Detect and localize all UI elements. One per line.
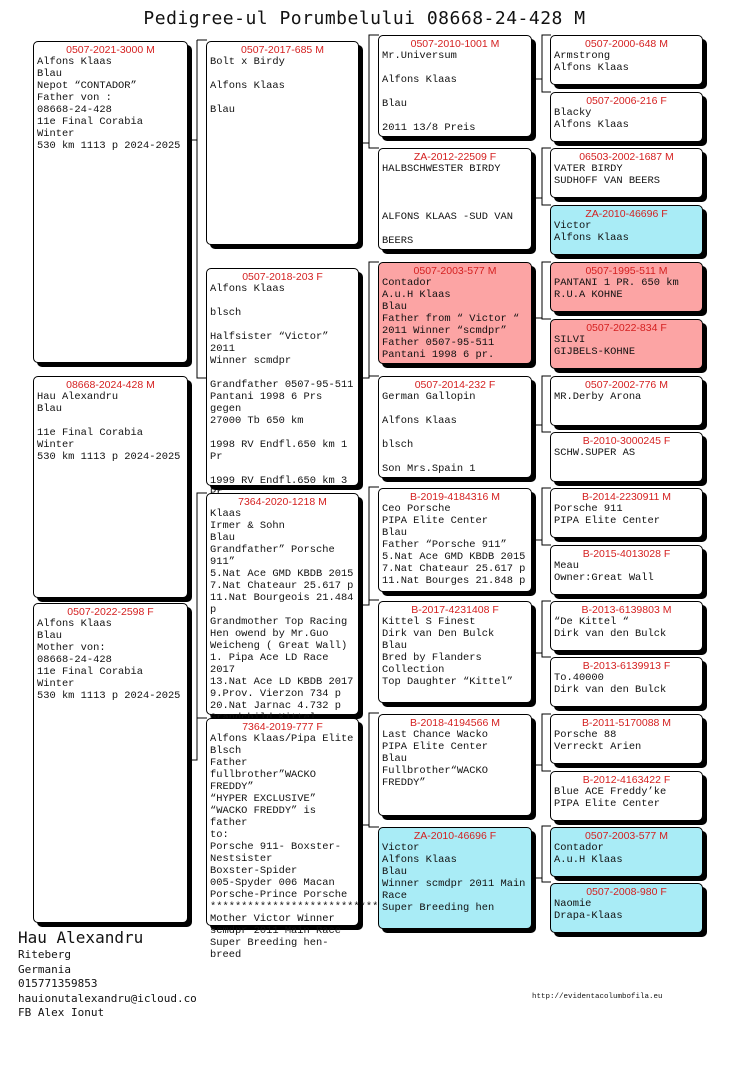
- ring-number: B-2018-4194566 M: [410, 717, 500, 729]
- pigeon-info-line: Meau: [554, 560, 579, 572]
- pigeon-card-ggg16: [550, 883, 703, 933]
- pigeon-info-line: Super Breeding hen-breed: [210, 937, 329, 961]
- pigeon-info-line: [382, 86, 528, 98]
- pigeon-info-line: [37, 415, 184, 427]
- pigeon-info-line: Blacky: [554, 107, 592, 119]
- pigeon-info-line: Father “Porsche 911”: [382, 539, 507, 551]
- pigeon-info-line: PIPA Elite Center: [382, 515, 489, 527]
- ring-number: 06503-2002-1687 M: [579, 151, 674, 163]
- pigeon-info-line: [382, 403, 528, 415]
- pigeon-info-line: Blau: [382, 301, 407, 313]
- owner-email: hauionutalexandru@icloud.co: [18, 991, 197, 1005]
- pigeon-info-line: Alfons Klaas: [37, 56, 112, 68]
- pigeon-info-line: Top Daughter “Kittel”: [382, 676, 513, 688]
- pigeon-info-line: Grandfather 0507-95-511: [210, 379, 354, 391]
- ring-number: 0507-2010-1001 M: [410, 38, 500, 50]
- pigeon-info-line: Father 0507-95-511: [382, 337, 495, 349]
- ring-number: 0507-2003-577 M: [413, 265, 497, 277]
- pigeon-info-line: Contador: [382, 277, 432, 289]
- pigeon-info-line: SCHW.SUPER AS: [554, 447, 636, 459]
- ring-number: 0507-2021-3000 M: [66, 44, 155, 56]
- pigeon-card-ggg4: [550, 205, 703, 255]
- owner-social: FB Alex Ionut: [18, 1006, 105, 1019]
- owner-country: Germania: [18, 962, 71, 976]
- pigeon-info-line: Blau: [382, 640, 407, 652]
- pigeon-info-line: Pantani 1998 6 pr.: [382, 349, 495, 361]
- pigeon-info-line: Dirk van Den Bulck: [382, 628, 495, 640]
- ring-number: B-2015-4013028 F: [582, 548, 671, 560]
- pigeon-info-line: [382, 199, 528, 211]
- ring-number: 7364-2020-1218 M: [238, 496, 327, 508]
- pigeon-info-line: Porsche 911- Boxster-: [210, 841, 341, 853]
- pigeon-info-line: PANTANI 1 PR. 650 km: [554, 277, 679, 289]
- pigeon-info-line: 11.Nat Bourges 21.848 p: [382, 575, 526, 587]
- ring-number: 08668-2024-428 M: [66, 379, 155, 391]
- pigeon-card-ggg1: [550, 35, 703, 85]
- pigeon-info-line: Verreckt Arien: [554, 741, 642, 753]
- pigeon-info-line: [210, 463, 355, 475]
- pigeon-info-line: PIPA Elite Center: [382, 741, 489, 753]
- pigeon-info-line: [382, 451, 528, 463]
- ring-number: B-2010-3000245 F: [582, 435, 671, 447]
- pigeon-info-line: GIJBELS-KOHNE: [554, 346, 636, 358]
- ring-number: 0507-2014-232 F: [414, 379, 496, 391]
- ring-number: B-2013-6139913 F: [582, 660, 671, 672]
- pigeon-info-line: Mother Victor Winner: [210, 913, 335, 925]
- pigeon-info-line: Porsche-Prince Porsche: [210, 889, 348, 901]
- pigeon-info-line: Blau: [382, 98, 407, 110]
- pigeon-info-line: to:: [210, 829, 229, 841]
- ring-number: B-2012-4163422 F: [582, 774, 671, 786]
- pigeon-info-line: 7.Nat Chateaur 25.617 p: [210, 580, 354, 592]
- pigeon-card-ggg3: [550, 148, 703, 198]
- pigeon-info-line: Alfons Klaas: [210, 80, 285, 92]
- pigeon-info-line: FREDDY”: [210, 781, 254, 793]
- pigeon-info-line: Blau: [37, 403, 62, 415]
- pigeon-info-line: 530 km 1113 p 2024-2025: [37, 451, 181, 463]
- pigeon-info-line: 5.Nat Ace GMD KBDB 2015: [210, 568, 354, 580]
- pigeon-info-line: Father fullbrother”WACKO: [210, 757, 317, 781]
- pigeon-info-line: “De Kittel “: [554, 616, 629, 628]
- ring-number: 0507-1995-511 M: [585, 265, 668, 277]
- pigeon-info-line: [210, 68, 355, 80]
- pigeon-card-ggg12: [550, 657, 703, 707]
- pigeon-card-gg1: [378, 35, 532, 137]
- pigeon-info-line: Last Chance Wacko: [382, 729, 489, 741]
- ring-number: 0507-2002-776 M: [585, 379, 668, 391]
- pigeon-info-line: 13.Nat Ace LD KBDB 2017: [210, 676, 354, 688]
- pigeon-info-line: [382, 187, 528, 199]
- pigeon-card-gg7: [378, 714, 532, 816]
- pigeon-info-line: Mr.Universum: [382, 50, 457, 62]
- pigeon-info-line: 911”: [210, 556, 235, 568]
- pigeon-info-line: blsch: [210, 307, 242, 319]
- pigeon-card-ggg15: [550, 827, 703, 877]
- pigeon-info-line: scmdpr 2011 Main Race: [210, 925, 341, 937]
- pigeon-card-gg2: [378, 148, 532, 250]
- pigeon-card-p1: [206, 41, 359, 245]
- pigeon-info-line: Boxster-Spider: [210, 865, 298, 877]
- pigeon-info-line: Grandfather” Porsche: [210, 544, 335, 556]
- pigeon-info-line: Halfsister “Victor” 2011: [210, 331, 335, 355]
- pigeon-info-line: Pr: [210, 451, 223, 463]
- pigeon-card-ggg13: [550, 714, 703, 764]
- pigeon-info-line: Alfons Klaas: [382, 74, 457, 86]
- pigeon-info-line: 5.Nat Ace GMD KBDB 2015: [382, 551, 526, 563]
- pigeon-info-line: Race: [382, 890, 407, 902]
- pigeon-info-line: [210, 92, 355, 104]
- ring-number: 0507-2022-834 F: [586, 322, 667, 334]
- pigeon-info-line: 9.Prov. Vierzon 734 p: [210, 688, 341, 700]
- pigeon-card-ggg2: [550, 92, 703, 142]
- pigeon-info-line: Blue ACE Freddy’ke: [554, 786, 667, 798]
- pigeon-info-line: Alfons Klaas: [210, 283, 285, 295]
- pigeon-info-line: Naomie: [554, 898, 592, 910]
- pigeon-info-line: Blsch: [210, 745, 242, 757]
- pigeon-info-line: Ceo Porsche: [382, 503, 451, 515]
- pigeon-info-line: 08668-24-428: [37, 104, 112, 116]
- pigeon-info-line: 11e Final Corabia Winter: [37, 116, 150, 140]
- pigeon-info-line: Pantani 1998 6 Prs gegen: [210, 391, 329, 415]
- pigeon-info-line: HALBSCHWESTER BIRDY: [382, 163, 501, 175]
- pigeon-info-line: [210, 295, 355, 307]
- pigeon-info-line: 2011 Winner “scmdpr”: [382, 325, 507, 337]
- pigeon-card-p4: [206, 718, 379, 961]
- pigeon-info-line: Grandmother Top Racing: [210, 616, 348, 628]
- pigeon-info-line: ALFONS KLAAS -SUD VAN: [382, 211, 513, 223]
- pigeon-info-line: 1998 RV Endfl.650 km 1: [210, 439, 348, 451]
- ring-number: 0507-2006-216 F: [586, 95, 667, 107]
- pigeon-info-line: [382, 110, 528, 122]
- ring-number: 0507-2000-648 M: [585, 38, 668, 50]
- pigeon-info-line: 11e Final Corabia Winter: [37, 427, 150, 451]
- pigeon-info-line: Blau: [382, 753, 407, 765]
- pigeon-info-line: MR.Derby Arona: [554, 391, 642, 403]
- pigeon-card-ggg9: [550, 488, 703, 538]
- pigeon-info-line: Victor: [382, 842, 420, 854]
- ring-number: 0507-2003-577 M: [585, 830, 668, 842]
- pigeon-info-line: FREDDY”: [382, 777, 426, 789]
- ring-number: 7364-2019-777 F: [242, 721, 323, 733]
- pigeon-info-line: [382, 427, 528, 439]
- pigeon-info-line: 530 km 1113 p 2024-2025: [37, 140, 181, 152]
- pigeon-info-line: Drapa-Klaas: [554, 910, 623, 922]
- pigeon-card-p2: [206, 268, 359, 486]
- ring-number: ZA-2010-46696 F: [585, 208, 668, 220]
- pigeon-info-line: 1. Pipa Ace LD Race 2017: [210, 652, 335, 676]
- pigeon-info-line: Father von :: [37, 92, 112, 104]
- pigeon-info-line: Contador: [554, 842, 604, 854]
- pigeon-info-line: Hen owend by Mr.Guo: [210, 628, 329, 640]
- pigeon-info-line: Porsche 88: [554, 729, 617, 741]
- pigeon-info-line: Winner scmdpr: [210, 355, 292, 367]
- pigeon-info-line: Winner scmdpr 2011 Main: [382, 878, 526, 890]
- owner-city: Riteberg: [18, 948, 71, 961]
- pigeon-info-line: BEERS: [382, 235, 414, 247]
- pigeon-info-line: Bolt x Birdy: [210, 56, 285, 68]
- pigeon-info-line: Victor: [554, 220, 592, 232]
- pigeon-info-line: 11e Final Corabia Winter: [37, 666, 150, 690]
- pigeon-info-line: PIPA Elite Center: [554, 515, 661, 527]
- pigeon-info-line: Nepot “CONTADOR”: [37, 80, 137, 92]
- pigeon-info-line: Owner:Great Wall: [554, 572, 654, 584]
- pigeon-info-line: [382, 62, 528, 74]
- pigeon-info-line: p: [210, 604, 217, 616]
- pigeon-info-line: “HYPER EXCLUSIVE”: [210, 793, 317, 805]
- pigeon-info-line: Hau Alexandru: [37, 391, 119, 403]
- pigeon-info-line: Fullbrother“WACKO: [382, 765, 489, 777]
- pigeon-info-line: Irmer & Sohn: [210, 520, 285, 532]
- pigeon-card-ggg11: [550, 601, 703, 651]
- pigeon-info-line: To.40000: [554, 672, 604, 684]
- pigeon-info-line: 2011 13/8 Preis: [382, 122, 476, 134]
- pigeon-info-line: A.u.H Klaas: [554, 854, 623, 866]
- pigeon-info-line: Alfons Klaas: [382, 415, 457, 427]
- owner-phone: 015771359853: [18, 977, 98, 990]
- pigeon-info-line: Blau: [210, 104, 235, 116]
- pigeon-info-line: Armstrong: [554, 50, 611, 62]
- pigeon-info-line: Alfons Klaas: [554, 232, 629, 244]
- pigeon-info-line: Alfons Klaas: [382, 854, 457, 866]
- pigeon-info-line: Klaas: [210, 508, 242, 520]
- pigeon-card-p3: [206, 493, 359, 715]
- pigeon-card-ggg8: [550, 432, 703, 482]
- pigeon-info-line: Super Breeding hen: [382, 902, 495, 914]
- pigeon-info-line: SILVI: [554, 334, 586, 346]
- pigeon-card-ggg7: [550, 376, 703, 426]
- ring-number: ZA-2012-22509 F: [413, 151, 497, 163]
- pigeon-info-line: blsch: [382, 439, 414, 451]
- pigeon-info-line: Alfons Klaas: [554, 62, 629, 74]
- pigeon-info-line: Blau: [37, 68, 62, 80]
- pigeon-card-gg4: [378, 376, 532, 478]
- pigeon-info-line: Blau: [382, 527, 407, 539]
- pigeon-info-line: VATER BIRDY: [554, 163, 623, 175]
- footer-url: http://evidentacolumbofila.eu: [532, 993, 663, 1001]
- pigeon-info-line: Son Mrs.Spain 1: [382, 463, 476, 475]
- ring-number: B-2019-4184316 M: [410, 491, 500, 503]
- pigeon-info-line: [210, 367, 355, 379]
- pigeon-info-line: R.U.A KOHNE: [554, 289, 623, 301]
- pigeon-info-line: A.u.H Klaas: [382, 289, 451, 301]
- pigeon-info-line: “WACKO FREDDY” is father: [210, 805, 323, 829]
- pigeon-info-line: Nestsister: [210, 853, 273, 865]
- pigeon-info-line: PIPA Elite Center: [554, 798, 661, 810]
- ring-number: B-2011-5170088 M: [581, 717, 672, 729]
- pigeon-info-line: Porsche 911: [554, 503, 623, 515]
- ring-number: 0507-2018-203 F: [242, 271, 323, 283]
- pigeon-card-gg5: [378, 488, 532, 592]
- ring-number: B-2014-2230911 M: [581, 491, 672, 503]
- ring-number: 0507-2017-685 M: [241, 44, 324, 56]
- pigeon-card-ggg14: [550, 771, 703, 821]
- pigeon-info-line: 20.Nat Jarnac 4.732 p: [210, 700, 341, 712]
- pigeon-info-line: 27000 Tb 650 km: [210, 415, 304, 427]
- pigeon-card-ggg10: [550, 545, 703, 595]
- pigeon-card-ggg5: [550, 262, 703, 312]
- pigeon-info-line: Mother von:: [37, 642, 106, 654]
- pigeon-card-ggg6: [550, 319, 703, 369]
- pigeon-info-line: Alfons Klaas: [554, 119, 629, 131]
- ring-number: 0507-2008-980 F: [586, 886, 667, 898]
- pigeon-info-line: SUDHOFF VAN BEERS: [554, 175, 661, 187]
- pigeon-info-line: Kittel S Finest: [382, 616, 476, 628]
- pigeon-info-line: Father from “ Victor “: [382, 313, 520, 325]
- ring-number: B-2017-4231408 F: [411, 604, 499, 616]
- pigeon-info-line: 005-Spyder 006 Macan: [210, 877, 335, 889]
- owner-info: [18, 928, 197, 1021]
- pigeon-info-line: Alfons Klaas: [37, 618, 112, 630]
- pigeon-info-line: Weicheng ( Great Wall): [210, 640, 348, 652]
- ring-number: 0507-2022-2598 F: [67, 606, 154, 618]
- page-title: Pedigree-ul Porumbelului 08668-24-428 M: [143, 8, 586, 29]
- pigeon-info-line: Alfons Klaas/Pipa Elite: [210, 733, 354, 745]
- pigeon-card-gg3: [378, 262, 532, 364]
- pigeon-info-line: 1999 RV Endfl.650 km 3: [210, 475, 348, 487]
- pigeon-info-line: 7.Nat Chateaur 25.617 p: [382, 563, 526, 575]
- pigeon-info-line: [210, 319, 355, 331]
- pigeon-info-line: [382, 175, 528, 187]
- pigeon-info-line: Collection: [382, 664, 445, 676]
- pigeon-info-line: ***************************: [210, 901, 379, 913]
- pigeon-card-dam: [33, 603, 188, 923]
- pigeon-info-line: Blau: [382, 866, 407, 878]
- pigeon-info-line: Blau: [210, 532, 235, 544]
- pigeon-card-gg8: [378, 827, 532, 929]
- pigeon-info-line: Bred by Flanders: [382, 652, 482, 664]
- pigeon-card-gg6: [378, 601, 532, 703]
- pigeon-info-line: 530 km 1113 p 2024-2025: [37, 690, 181, 702]
- pigeon-card-g1a: [33, 41, 188, 363]
- pigeon-info-line: [210, 427, 355, 439]
- ring-number: B-2013-6139803 M: [581, 604, 672, 616]
- owner-name: Hau Alexandru: [18, 928, 144, 947]
- pigeon-info-line: Dirk van den Bulck: [554, 684, 667, 696]
- pigeon-info-line: 08668-24-428: [37, 654, 112, 666]
- pigeon-info-line: German Gallopin: [382, 391, 476, 403]
- pigeon-info-line: Dirk van den Bulck: [554, 628, 667, 640]
- pigeon-info-line: Blau: [37, 630, 62, 642]
- ring-number: ZA-2010-46696 F: [413, 830, 497, 842]
- pigeon-card-subject: [33, 376, 188, 598]
- pigeon-info-line: 11.Nat Bourgeois 21.484: [210, 592, 354, 604]
- pigeon-info-line: [382, 223, 528, 235]
